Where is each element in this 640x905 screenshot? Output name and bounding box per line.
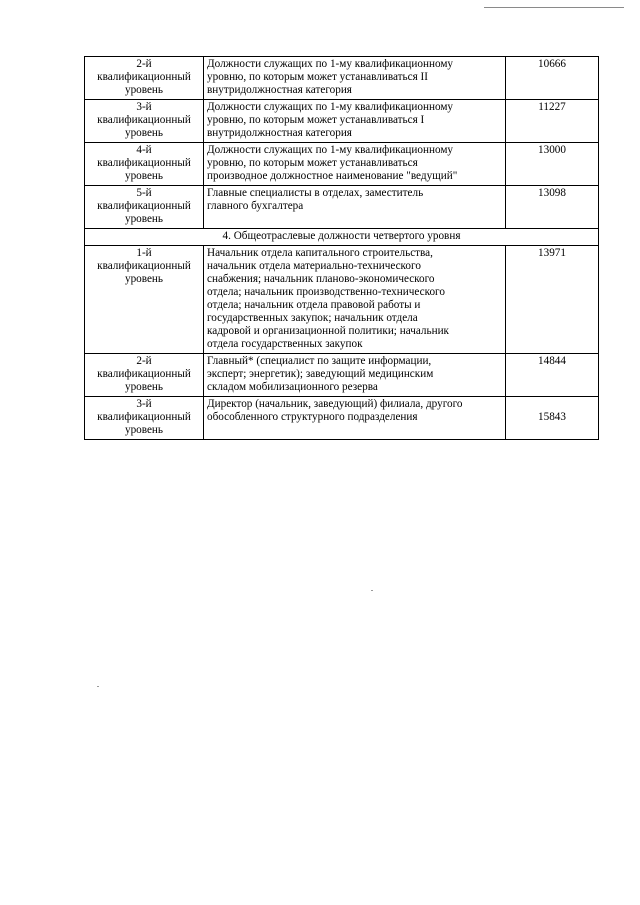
salary-table <box>84 56 599 440</box>
description-line: снабжения; начальник планово-экономического <box>207 273 435 285</box>
description-line: начальник отдела материально-технического <box>207 260 421 272</box>
salary-value: 15843 <box>538 411 566 423</box>
description-line: уровню, по которым может устанавливаться I <box>207 114 425 126</box>
qualification-level-cell <box>85 354 204 397</box>
level-number: 3-й <box>136 101 152 113</box>
salary-cell <box>506 143 599 186</box>
level-number: 1-й <box>136 247 152 259</box>
qualification-level-cell <box>85 57 204 100</box>
qualification-level-cell <box>85 143 204 186</box>
level-word: квалификационный <box>97 157 191 169</box>
description-line: Главные специалисты в отделах, заместитель <box>207 187 424 199</box>
description-line: Начальник отдела капитального строительства, <box>207 247 433 259</box>
level-word: квалификационный <box>97 114 191 126</box>
salary-cell <box>506 100 599 143</box>
description-line: отдела; начальник отдела правовой работы и <box>207 299 421 311</box>
section-header-row <box>85 229 599 246</box>
level-number: 5-й <box>136 187 152 199</box>
table-row <box>85 143 599 186</box>
level-suffix: уровень <box>124 213 164 225</box>
description-line: Должности служащих по 1-му квалификационному <box>207 144 454 156</box>
position-description-cell <box>204 186 506 229</box>
description-line: Должности служащих по 1-му квалификационному <box>207 58 454 70</box>
salary-cell <box>506 354 599 397</box>
description-line: уровню, по которым может устанавливаться II <box>207 71 429 83</box>
scan-speck <box>371 590 373 591</box>
description-line: Должности служащих по 1-му квалификационному <box>207 101 454 113</box>
level-suffix: уровень <box>124 127 164 139</box>
description-line: Директор (начальник, заведующий) филиала, другого <box>207 398 463 410</box>
level-suffix: уровень <box>124 170 164 182</box>
description-line: Главный* (специалист по защите информации, <box>207 355 432 367</box>
description-line: кадровой и организационной политики; начальник <box>207 325 449 337</box>
table-row <box>85 57 599 100</box>
description-line: отдела; начальник производственно-технического <box>207 286 445 298</box>
level-suffix: уровень <box>124 381 164 393</box>
description-line: складом мобилизационного резерва <box>207 381 378 393</box>
level-number: 4-й <box>136 144 152 156</box>
qualification-level-cell <box>85 100 204 143</box>
description-line: производное должностное наименование "ведущий" <box>207 170 458 182</box>
section-header: 4. Общеотраслевые должности четвертого уровня <box>85 229 599 246</box>
level-word: квалификационный <box>97 200 191 212</box>
level-number: 2-й <box>136 58 152 70</box>
salary-value: 10666 <box>538 58 566 70</box>
qualification-level-cell <box>85 186 204 229</box>
salary-cell <box>506 246 599 354</box>
table-row <box>85 246 599 354</box>
qualification-level-cell <box>85 246 204 354</box>
table-row <box>85 100 599 143</box>
level-suffix: уровень <box>124 273 164 285</box>
salary-cell <box>506 186 599 229</box>
qualification-level-cell <box>85 397 204 440</box>
level-suffix: уровень <box>124 84 164 96</box>
description-line: главного бухгалтера <box>207 200 304 212</box>
description-line: эксперт; энергетик); заведующий медицинским <box>207 368 434 380</box>
table-row <box>85 397 599 440</box>
description-line: уровню, по которым может устанавливаться <box>207 157 418 169</box>
position-description-cell <box>204 354 506 397</box>
level-number: 2-й <box>136 355 152 367</box>
description-line: внутридолжностная категория <box>207 84 352 96</box>
level-word: квалификационный <box>97 71 191 83</box>
salary-value: 14844 <box>538 355 566 367</box>
level-number: 3-й <box>136 398 152 410</box>
salary-value: 13971 <box>538 247 566 259</box>
position-description-cell <box>204 57 506 100</box>
description-line: отдела государственных закупок <box>207 338 363 350</box>
salary-cell <box>506 397 599 440</box>
position-description-cell <box>204 100 506 143</box>
salary-value: 13098 <box>538 187 566 199</box>
page-top-rule <box>484 7 624 8</box>
table-row <box>85 186 599 229</box>
position-description-cell <box>204 397 506 440</box>
description-line: внутридолжностная категория <box>207 127 352 139</box>
table-row <box>85 354 599 397</box>
description-line: обособленного структурного подразделения <box>207 411 418 423</box>
level-word: квалификационный <box>97 368 191 380</box>
salary-value: 11227 <box>538 101 566 113</box>
position-description-cell <box>204 143 506 186</box>
level-word: квалификационный <box>97 260 191 272</box>
level-suffix: уровень <box>124 424 164 436</box>
description-line: государственных закупок; начальник отдела <box>207 312 418 324</box>
scan-speck <box>97 686 99 687</box>
salary-value: 13000 <box>538 144 566 156</box>
level-word: квалификационный <box>97 411 191 423</box>
salary-cell <box>506 57 599 100</box>
position-description-cell <box>204 246 506 354</box>
